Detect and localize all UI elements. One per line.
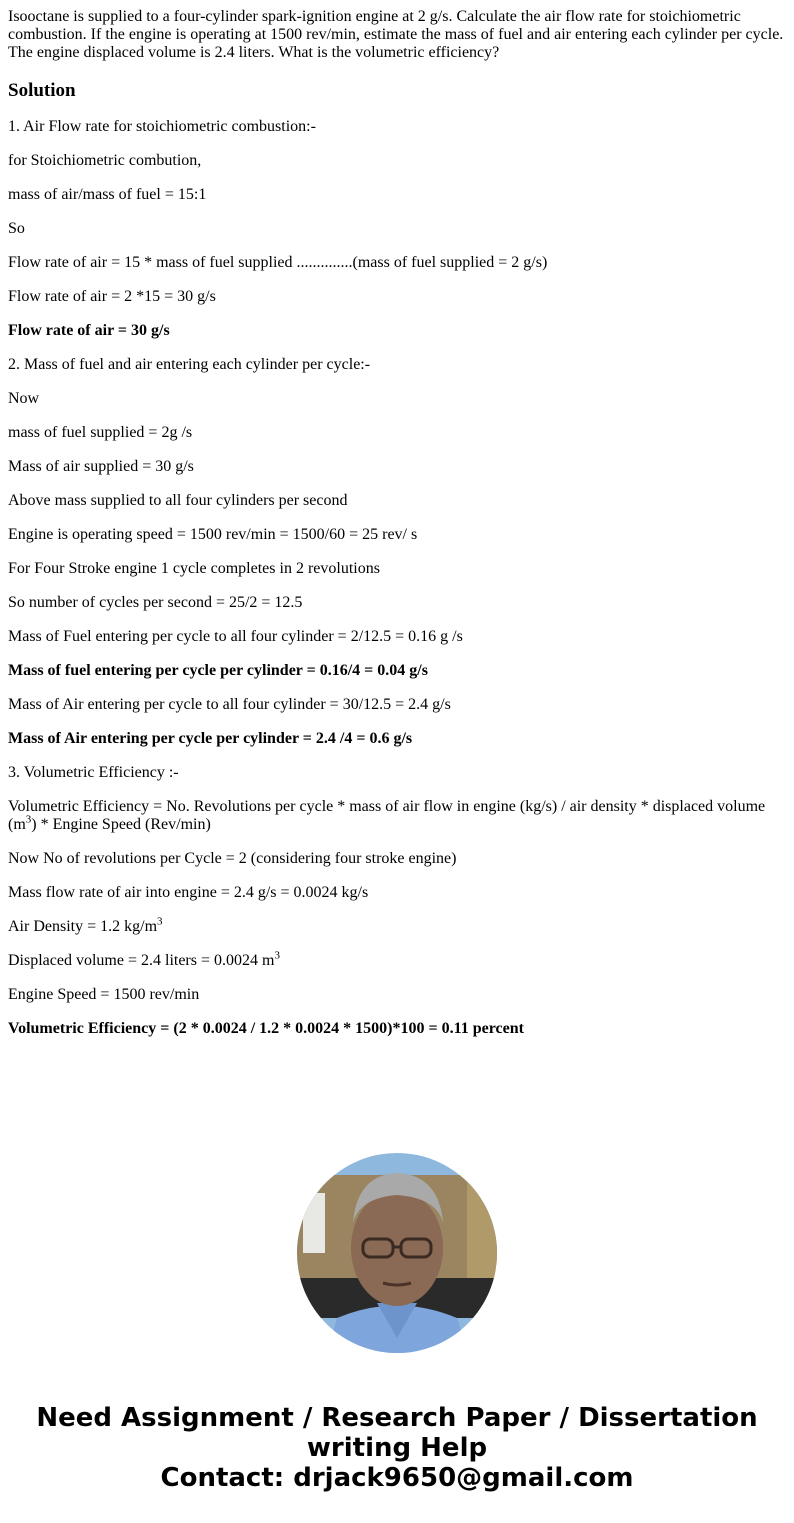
ad-contact-email: Contact: drjack9650@gmail.com: [160, 1463, 634, 1493]
avatar: [297, 1153, 497, 1353]
solution-step: 3. Volumetric Efficiency :-: [8, 764, 179, 781]
solution-step: So number of cycles per second = 25/2 = 12.5: [8, 594, 303, 611]
solution-step: for Stoichiometric combution,: [8, 152, 202, 169]
result-air-per-cylinder: Mass of Air entering per cycle per cylinder = 2.4 /4 = 0.6 g/s: [8, 730, 413, 747]
solution-step: Flow rate of air = 2 *15 = 30 g/s: [8, 288, 216, 305]
ve-formula: Volumetric Efficiency = No. Revolutions per cycle * mass of air flow in engine (kg/s) / air density * displaced volume $(m^3)$ * Engine Speed (Rev/min): [8, 798, 766, 833]
result-volumetric-efficiency: Volumetric Efficiency = (2 * 0.0024 / 1.2 * 0.0024 * 1500)*100 = 0.11 percent: [8, 1020, 524, 1037]
solution-step: Above mass supplied to all four cylinders per second: [8, 492, 348, 509]
mass-flow-air: Mass flow rate of air into engine = 2.4 g/s = 0.0024 kg/s: [8, 884, 369, 901]
engine-speed: Engine Speed = 1500 rev/min: [8, 986, 200, 1003]
solution-step: 2. Mass of fuel and air entering each cylinder per cycle:-: [8, 356, 371, 373]
question-text: Isooctane is supplied to a four-cylinder spark-ignition engine at 2 g/s. Calculate the air flow rate for stoichiometric combustion. If the engine is operating at 1500 rev/min, estimate the mass of fuel and air entering each cylinder per cycle. The engine displaced volume is 2.4 liters. What is the volumetric efficiency?: [8, 8, 784, 61]
solution-step: Now: [8, 390, 40, 407]
revs-per-cycle: Now No of revolutions per Cycle = 2 (considering four stroke engine): [8, 850, 457, 867]
solution-step: 1. Air Flow rate for stoichiometric combustion:-: [8, 118, 316, 135]
air-density: Air Density = 1.2 $kg/m^3$: [8, 915, 163, 935]
advertisement-banner: [0, 1403, 794, 1493]
result-air-flow-rate: Flow rate of air = 30 g/s: [8, 322, 170, 339]
solution-step: mass of air/mass of fuel = 15:1: [8, 186, 207, 203]
solution-heading: Solution: [8, 80, 76, 101]
displaced-volume: Displaced volume = 2.4 liters = 0.0024 $m^3$: [8, 949, 280, 969]
solution-step: For Four Stroke engine 1 cycle completes in 2 revolutions: [8, 560, 380, 577]
solution-step: Mass of air supplied = 30 g/s: [8, 458, 194, 475]
result-fuel-per-cylinder: Mass of fuel entering per cycle per cylinder = 0.16/4 = 0.04 g/s: [8, 662, 428, 679]
solution-step: So: [8, 220, 25, 237]
avatar-portrait-icon: [297, 1153, 497, 1353]
solution-step: Engine is operating speed = 1500 rev/min = 1500/60 = 25 rev/ s: [8, 526, 418, 543]
solution-step: mass of fuel supplied = 2g /s: [8, 424, 193, 441]
ad-line-2: writing Help: [306, 1433, 488, 1463]
solution-step: Mass of Fuel entering per cycle to all four cylinder = 2/12.5 = 0.16 g /s: [8, 628, 463, 645]
solution-step: Flow rate of air = 15 * mass of fuel supplied ..............(mass of fuel supplied = 2 g/s): [8, 254, 548, 271]
solution-step: Mass of Air entering per cycle to all four cylinder = 30/12.5 = 2.4 g/s: [8, 696, 451, 713]
ad-line-1: Need Assignment / Research Paper / Dissertation: [36, 1403, 758, 1433]
